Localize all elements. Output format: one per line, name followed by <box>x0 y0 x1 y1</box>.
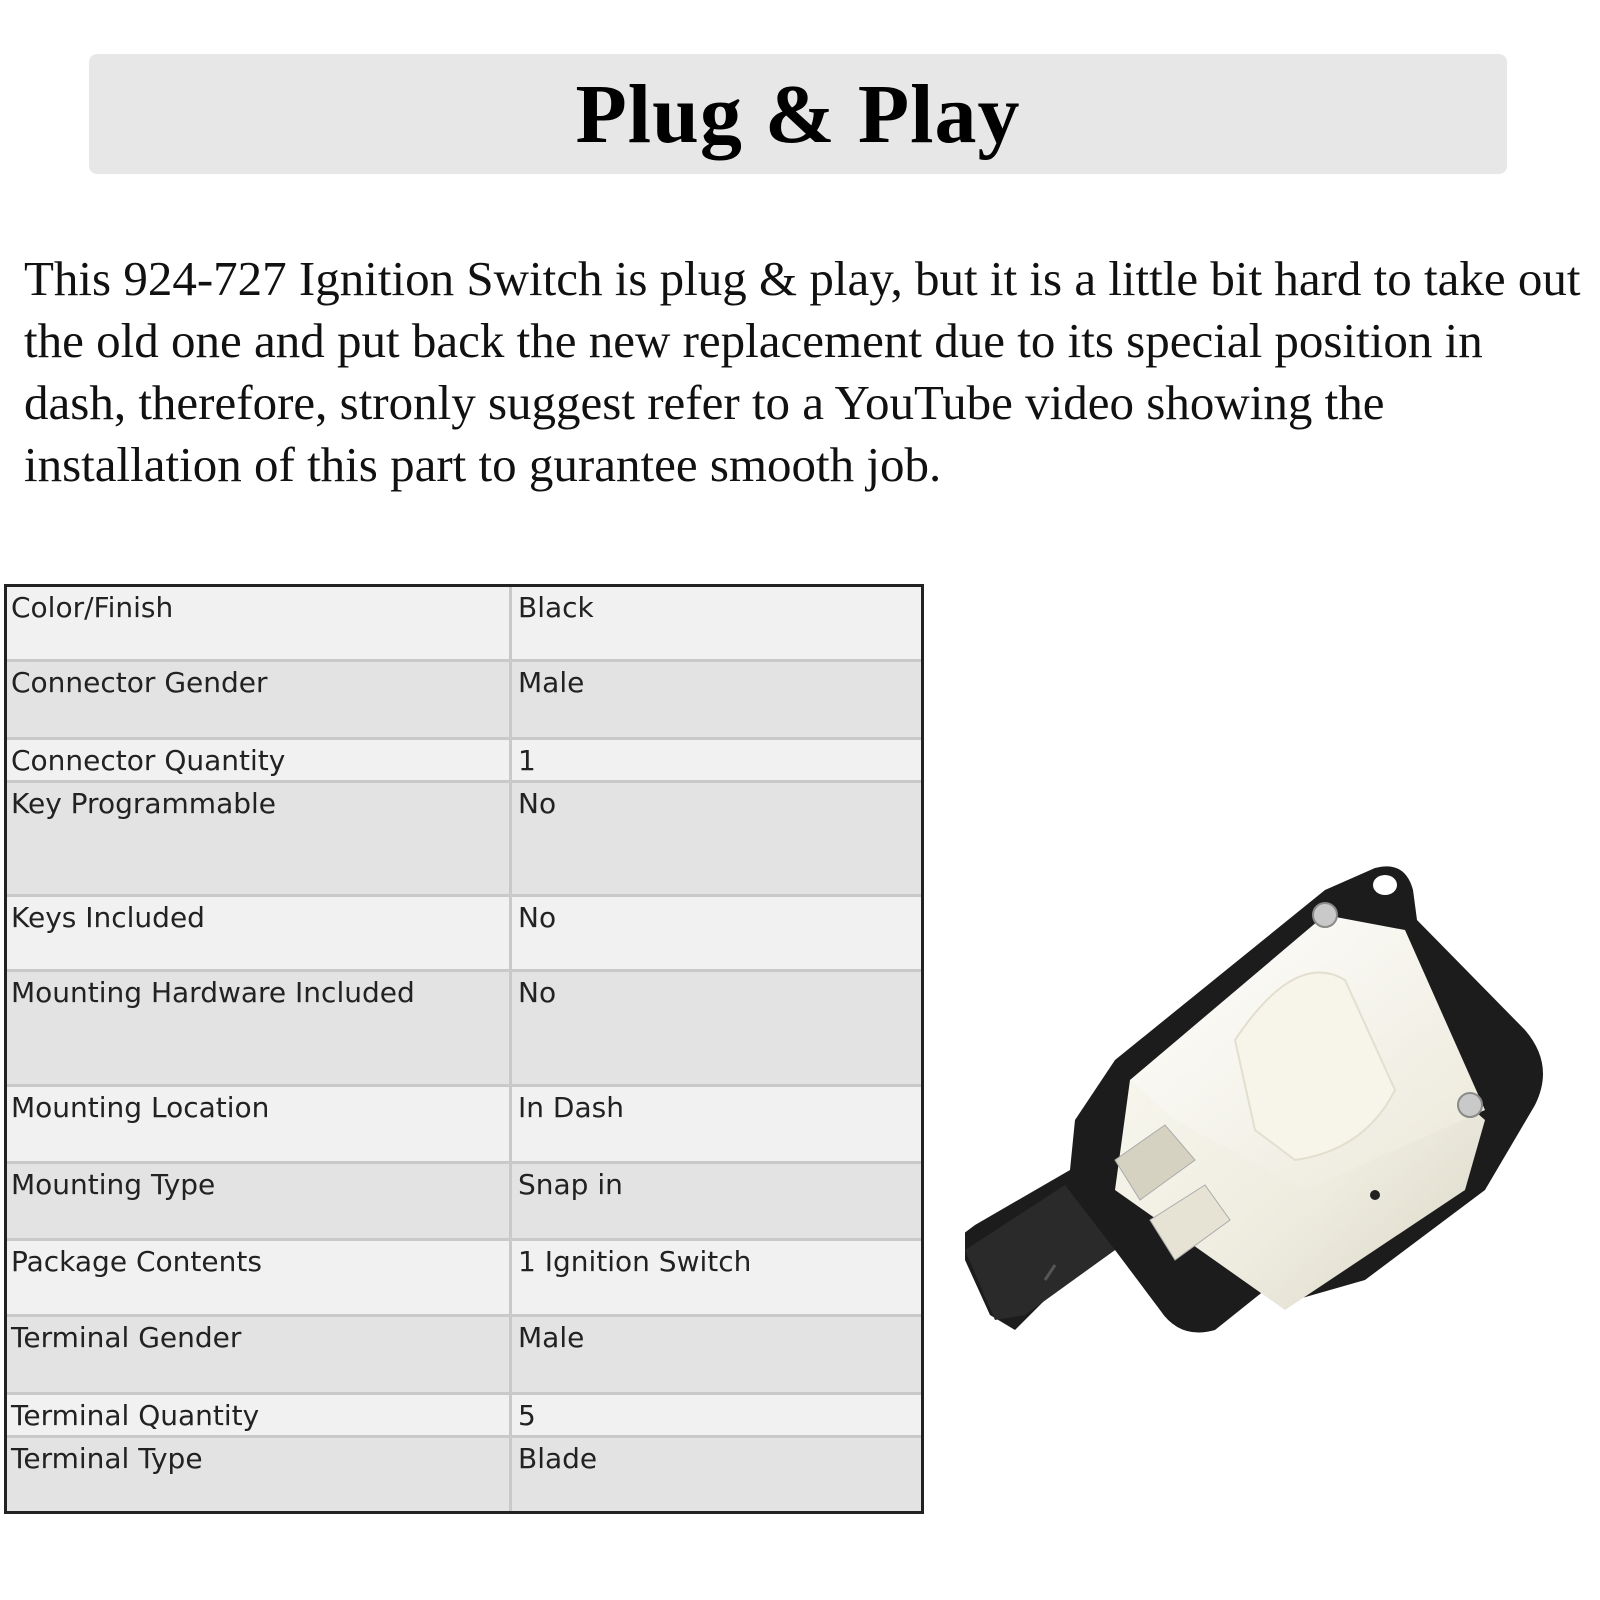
spec-value: No <box>518 901 557 934</box>
spec-value: No <box>518 976 557 1009</box>
spec-row-keys-included <box>7 897 921 972</box>
spec-label: Connector Quantity <box>7 740 512 780</box>
ignition-switch-photo <box>965 860 1595 1420</box>
spec-row-mounting-location <box>7 1087 921 1164</box>
spec-label: Package Contents <box>7 1241 512 1314</box>
spec-label: Terminal Gender <box>7 1317 512 1392</box>
spec-value: 1 <box>518 744 536 777</box>
spec-label: Mounting Hardware Included <box>7 972 512 1084</box>
spec-value: Black <box>518 591 594 624</box>
spec-value: 5 <box>518 1399 536 1432</box>
spec-value: In Dash <box>518 1091 624 1124</box>
spec-value: Male <box>518 1321 585 1354</box>
spec-row-key-programmable <box>7 783 921 897</box>
spec-label: Connector Gender <box>7 662 512 737</box>
screw-icon <box>1458 1093 1482 1117</box>
spec-label: Terminal Type <box>7 1438 512 1511</box>
spec-value: 1 Ignition Switch <box>518 1245 752 1278</box>
spec-label: Mounting Location <box>7 1087 512 1161</box>
spec-row-terminal-type <box>7 1438 921 1511</box>
spec-row-terminal-quantity <box>7 1395 921 1438</box>
spec-row-color-finish <box>7 587 921 662</box>
spec-label: Key Programmable <box>7 783 512 894</box>
product-description: This 924-727 Ignition Switch is plug & play, but it is a little bit hard to take out the old one and put back the new replacement due to its special position in dash, therefore, stronly suggest refer to a YouTube video showing the installation of this part to gurantee smooth job. <box>24 251 1581 492</box>
spec-label: Keys Included <box>7 897 512 969</box>
spec-row-mounting-hardware-included <box>7 972 921 1087</box>
spec-table <box>4 584 924 1514</box>
spec-value: Male <box>518 666 585 699</box>
spec-label: Color/Finish <box>7 587 512 659</box>
spec-label: Mounting Type <box>7 1164 512 1238</box>
spec-label: Terminal Quantity <box>7 1395 512 1435</box>
spec-row-mounting-type <box>7 1164 921 1241</box>
title-banner <box>89 54 1507 174</box>
spec-row-connector-quantity <box>7 740 921 783</box>
spec-value: Blade <box>518 1442 598 1475</box>
spec-row-connector-gender <box>7 662 921 740</box>
spec-row-terminal-gender <box>7 1317 921 1395</box>
spec-value: No <box>518 787 557 820</box>
page-title: Plug & Play <box>575 67 1021 161</box>
mount-hole <box>1373 875 1397 895</box>
spec-value: Snap in <box>518 1168 623 1201</box>
spec-row-package-contents <box>7 1241 921 1317</box>
screw-icon <box>1313 903 1337 927</box>
